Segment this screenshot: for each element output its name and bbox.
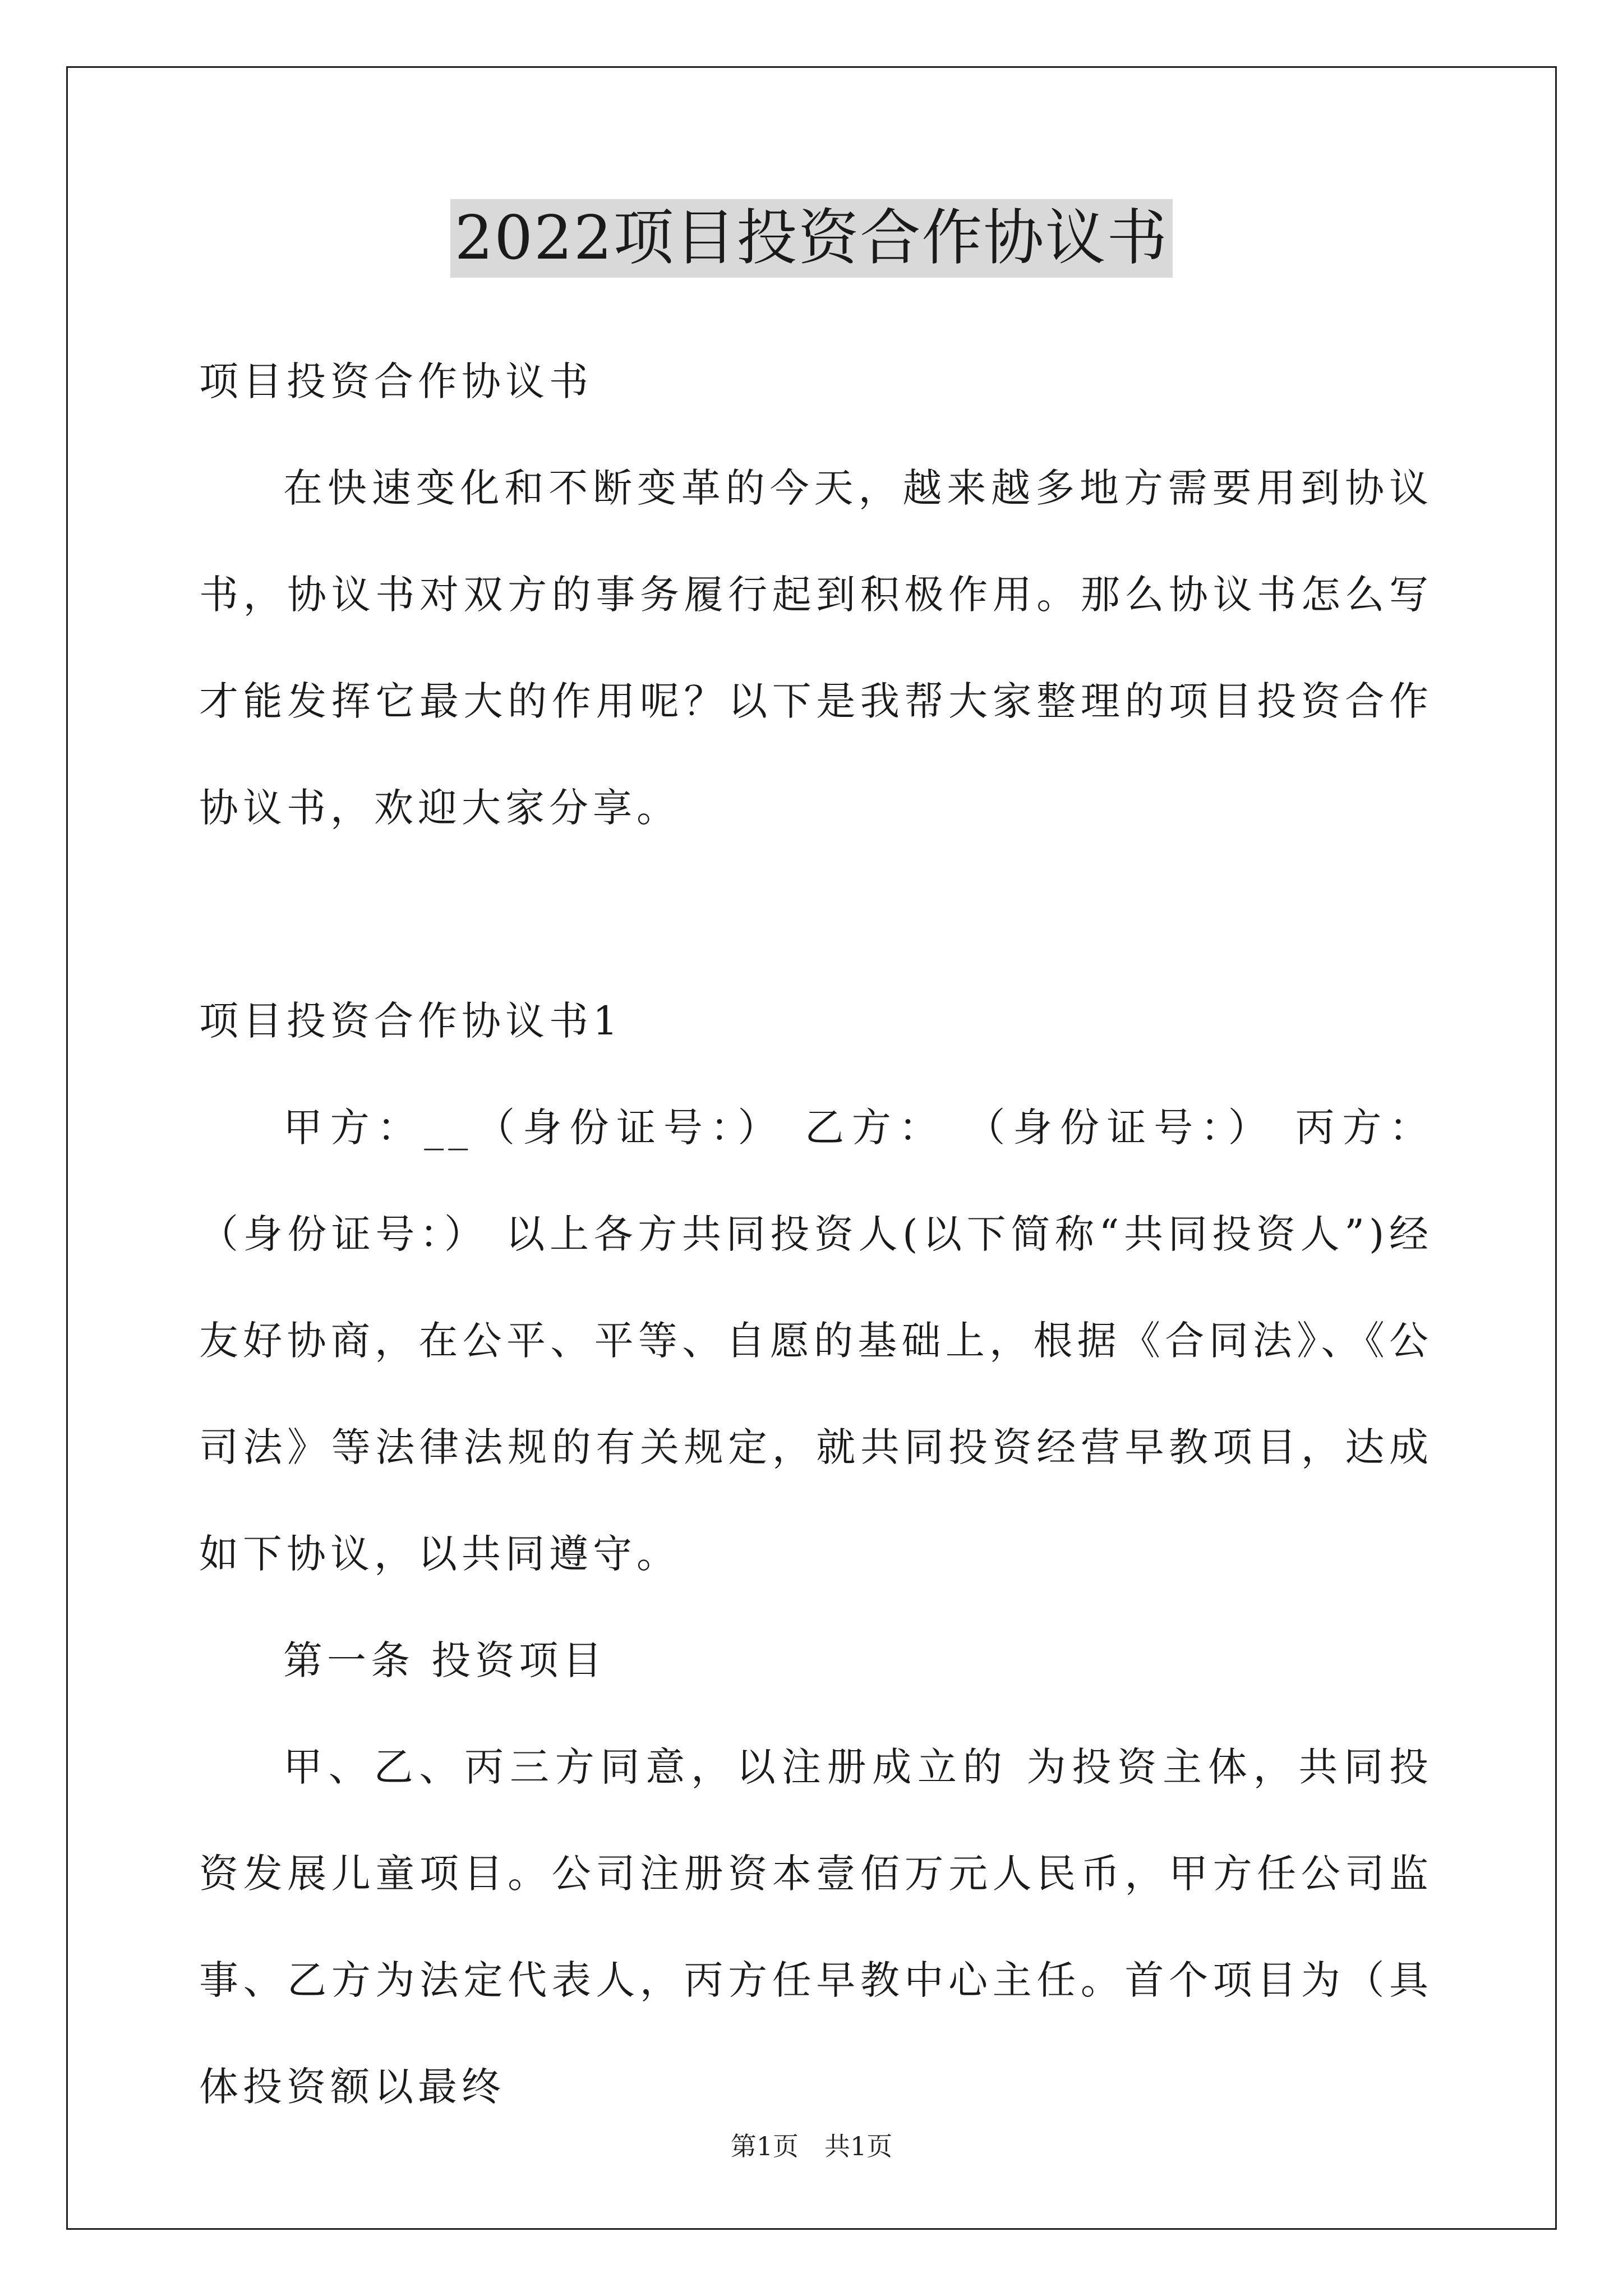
section-heading: 项目投资合作协议书1 [199,998,623,1044]
document-subtitle: 项目投资合作协议书 [199,358,593,404]
title-container [0,199,1623,278]
article-heading: 第一条 投资项目 [283,1637,607,1683]
intro-paragraph: 在快速变化和不断变革的今天，越来越多地方需要用到协议书，协议书对双方的事务履行起到积极作用。那么协议书怎么写才能发挥它最大的作用呢？以下是我帮大家整理的项目投资合作协议书，欢迎大家分享。 [199,465,1433,831]
parties-paragraph: 甲方：__（身份证号：） 乙方： （身份证号：） 丙方： （身份证号：） 以上各方共同投资人(以下简称“共同投资人”)经友好协商，在公平、平等、自愿的基础上，根据《合同法》、《公司法》等法律法规的有关规定，就共同投资经营早教项目，达成如下协议，以共同遵守。 [199,1105,1433,1577]
section-spacer [199,861,1433,968]
document-title: 2022项目投资合作协议书 [450,199,1173,278]
document-body [199,328,1433,2140]
page-footer: 第1页 共1页 [730,2131,893,2161]
article-paragraph: 甲、乙、丙三方同意，以注册成立的 为投资主体，共同投资发展儿童项目。公司注册资本壹佰万元人民币，甲方任公司监事、乙方为法定代表人，丙方任早教中心主任。首个项目为（具体投资额以最终 [199,1744,1433,2110]
